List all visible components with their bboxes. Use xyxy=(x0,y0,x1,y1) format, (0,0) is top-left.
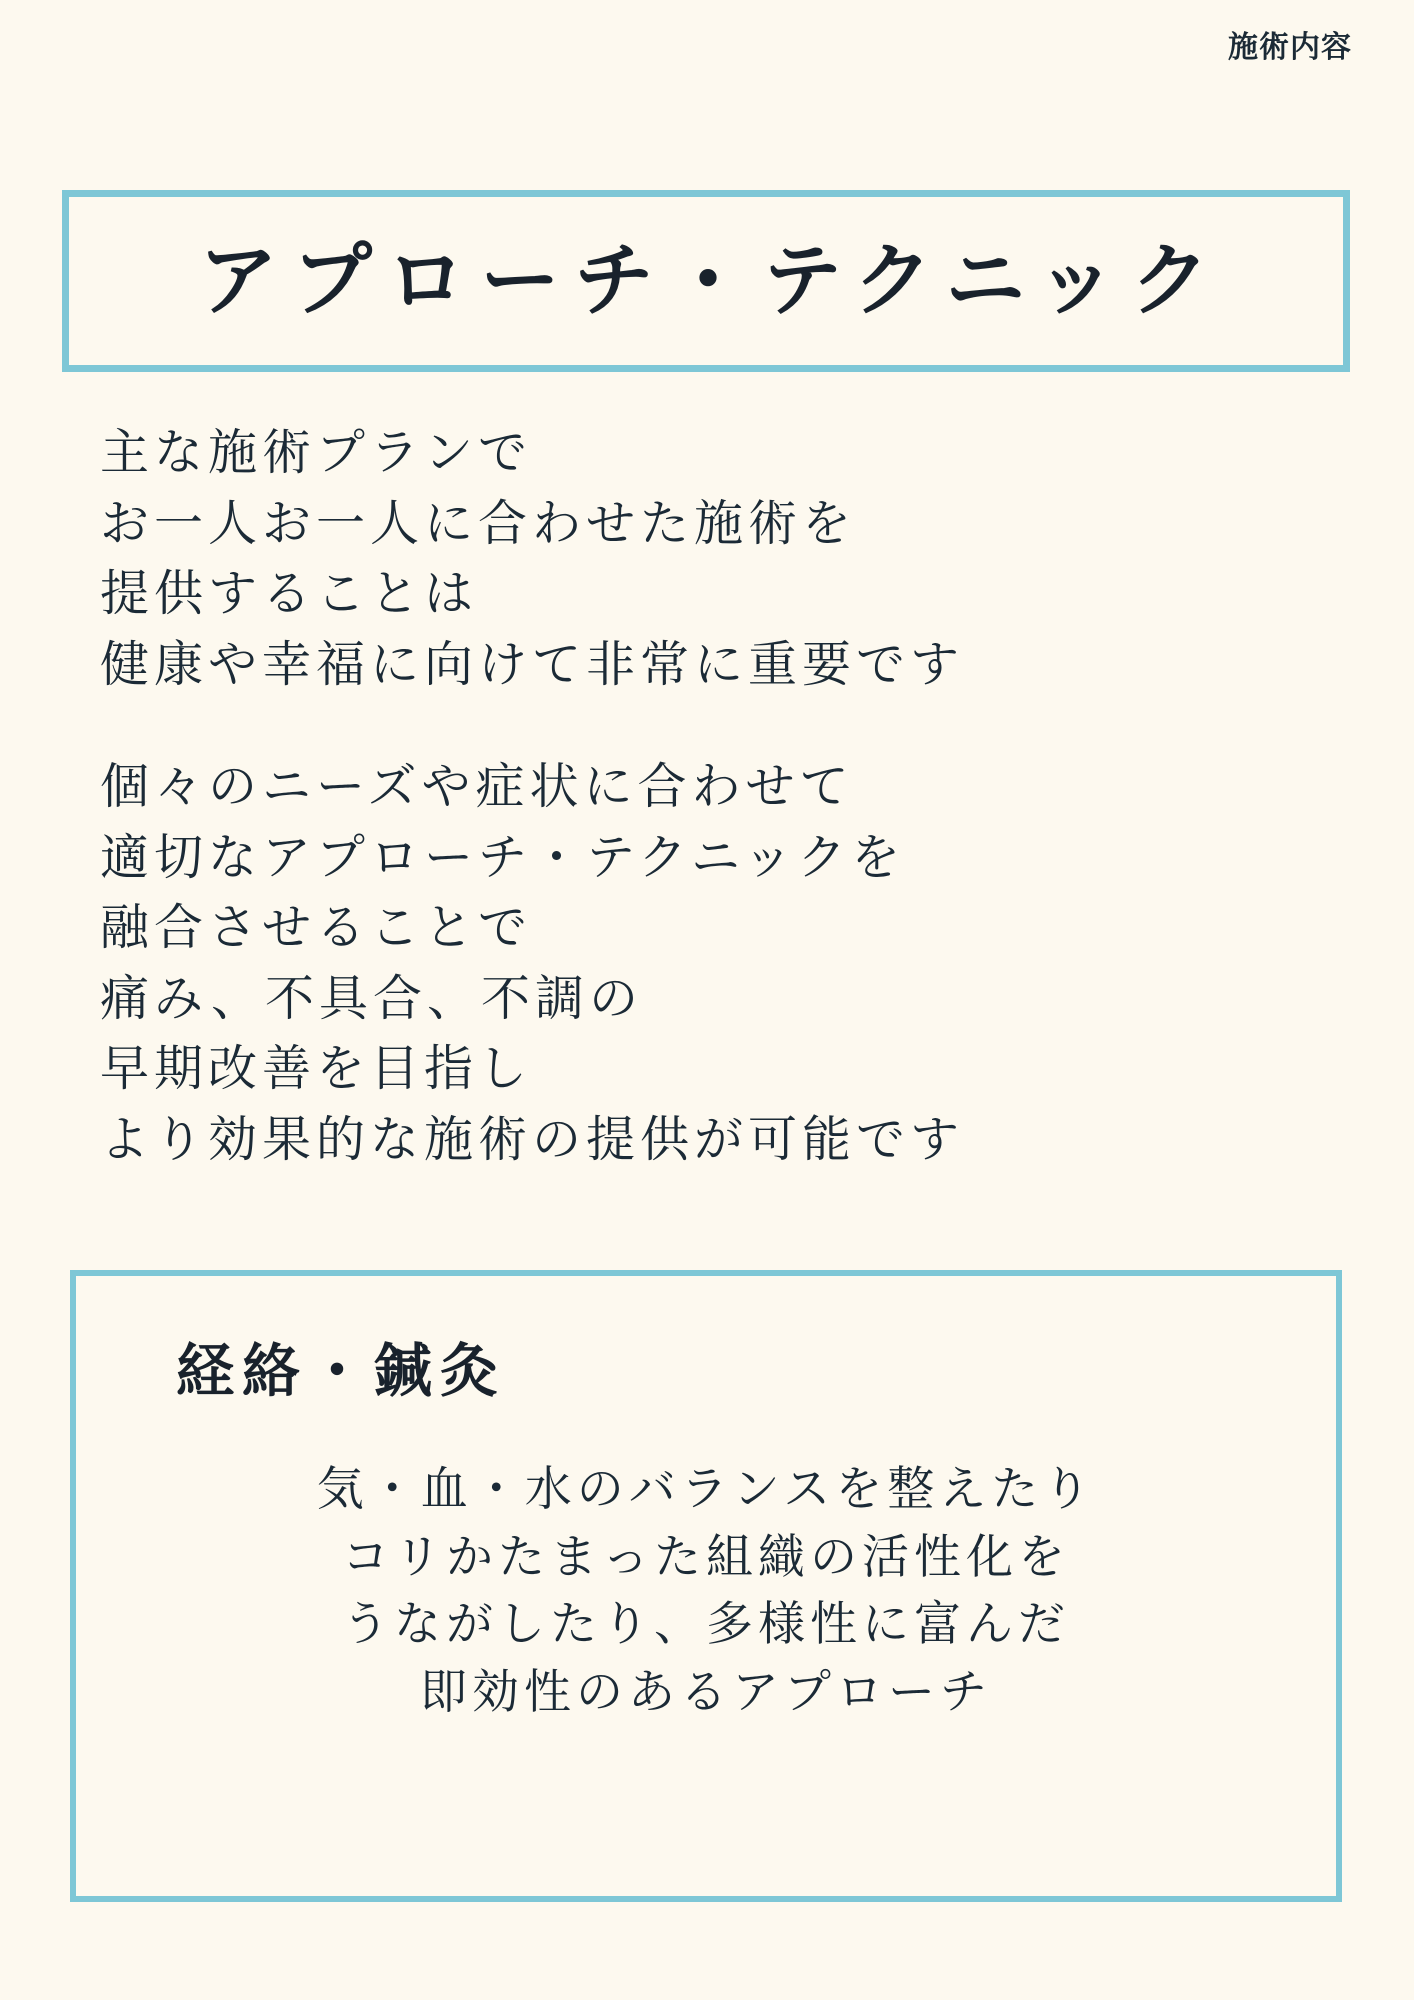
section-body xyxy=(76,1456,1336,1727)
intro-line: 主な施術プランで xyxy=(100,424,533,481)
intro-text-block xyxy=(100,418,1340,1175)
header-label: 施術内容 xyxy=(1228,30,1352,65)
intro-line: 融合させることで xyxy=(100,899,533,957)
intro-line: 健康や幸福に向けて非常に重要です xyxy=(100,635,965,693)
intro-line: 提供することは xyxy=(100,565,479,623)
section-title: 経絡・鍼灸 xyxy=(176,1337,507,1405)
section-line: うながしたり、多様性に富んだ xyxy=(342,1597,1070,1653)
intro-line: 適切なアプローチ・テクニックを xyxy=(100,828,906,886)
section-line: 即効性のあるアプローチ xyxy=(420,1665,992,1721)
intro-line: より効果的な施術の提供が可能です xyxy=(100,1110,965,1168)
paragraph-spacer xyxy=(100,700,1340,752)
intro-line: 痛み、不具合、不調の xyxy=(100,969,643,1027)
intro-line: 個々のニーズや症状に合わせて xyxy=(100,758,854,816)
section-line: コリかたまった組織の活性化を xyxy=(342,1529,1070,1585)
intro-line: お一人お一人に合わせた施術を xyxy=(100,494,857,552)
title-banner xyxy=(62,190,1350,372)
intro-line: 早期改善を目指し xyxy=(100,1040,533,1098)
section-line: 気・血・水のバランスを整えたり xyxy=(316,1462,1096,1517)
page-title: アプローチ・テクニック xyxy=(198,234,1224,327)
section-card-keiraku-shinkyu xyxy=(70,1270,1342,1902)
